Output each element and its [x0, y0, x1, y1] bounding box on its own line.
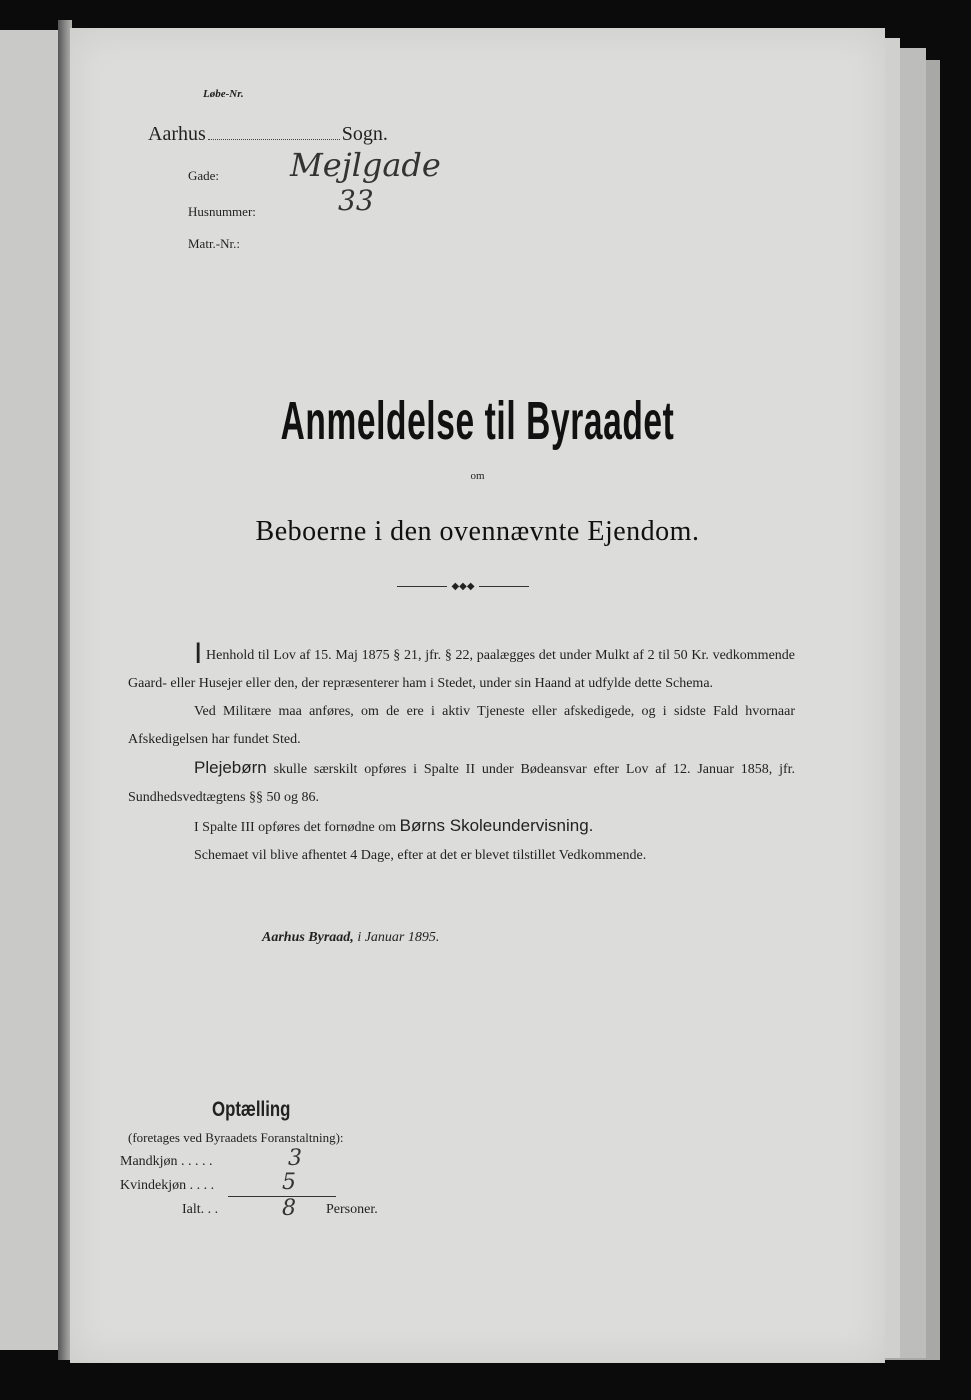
male-count-value: 3 — [288, 1146, 302, 1171]
paragraph-4 — [128, 812, 795, 842]
gade-handwritten-value: Mejlgade — [290, 146, 441, 184]
loebe-nr-label: Løbe-Nr. — [203, 88, 244, 100]
matr-nr-label: Matr.-Nr.: — [188, 236, 240, 251]
paragraph-1-text: Henhold til Lov af 15. Maj 1875 § 21, jfr. § 22, paalægges det under Mulkt af 2 til 50 Kr. vedkommende Gaard- eller Husejer eller den, der repræsenterer ham i Stedet, under sin Haand at udfylde dette Schema. — [128, 648, 796, 691]
total-count-label: Ialt. . . — [182, 1202, 219, 1217]
count-subtitle: (foretages ved Byraadets Foranstaltning): — [128, 1130, 344, 1145]
document-title: Anmeldelse til Byraadet — [280, 391, 675, 451]
husnummer-handwritten-value: 33 — [338, 184, 374, 217]
parish-line — [148, 123, 388, 146]
document-subtitle: Beboerne i den ovennævnte Ejendom. — [255, 516, 700, 547]
previous-page-edge — [0, 30, 62, 1350]
count-title: Optælling — [212, 1098, 291, 1121]
plejeborn-emphasis: Plejebørn — [194, 758, 267, 777]
ornament-diamond-icon: ◆◆◆ — [447, 581, 478, 592]
paragraph-1 — [128, 637, 796, 698]
sogn-label: Sogn. — [341, 123, 388, 145]
persons-label: Personer. — [326, 1202, 378, 1217]
total-count-value: 8 — [282, 1196, 296, 1221]
drop-initial: I — [194, 637, 203, 670]
paragraph-4-text: I Spalte III opføres det fornødne om — [194, 820, 397, 835]
skoleundervisning-emphasis: Børns Skoleundervisning. — [399, 816, 594, 835]
paragraph-2: Ved Militære maa anføres, om de ere i aktiv Tjeneste eller afskedigede, og i sidste Fald hvornaar Afskedigelsen har fundet Sted. — [128, 704, 795, 747]
ornament-divider — [397, 581, 529, 592]
paragraph-5: Schemaet vil blive afhentet 4 Dage, efter at det er blevet tilstillet Vedkommende. — [194, 848, 647, 863]
signoff-org: Aarhus Byraad, — [262, 930, 354, 945]
male-count-label: Mandkjøn . . . . . — [120, 1154, 213, 1169]
gade-label: Gade: — [188, 168, 220, 183]
paragraph-3 — [128, 754, 795, 812]
aarhus-label: Aarhus — [148, 123, 206, 145]
signoff — [262, 930, 439, 946]
paragraph-3-text: skulle særskilt opføres i Spalte II under Bødeansvar efter Lov af 12. Januar 1858, jfr. Sundhedsvedtægtens §§ 50 og 86. — [128, 762, 796, 805]
instructions-body — [128, 637, 796, 870]
female-count-value: 5 — [282, 1170, 296, 1195]
husnummer-label: Husnummer: — [188, 204, 256, 219]
female-count-label: Kvindekjøn . . . . — [120, 1178, 215, 1193]
title-connector: om — [470, 470, 485, 482]
signoff-date: i Januar 1895. — [357, 930, 440, 945]
parish-dotted-line — [208, 139, 340, 140]
form-page — [70, 28, 885, 1363]
